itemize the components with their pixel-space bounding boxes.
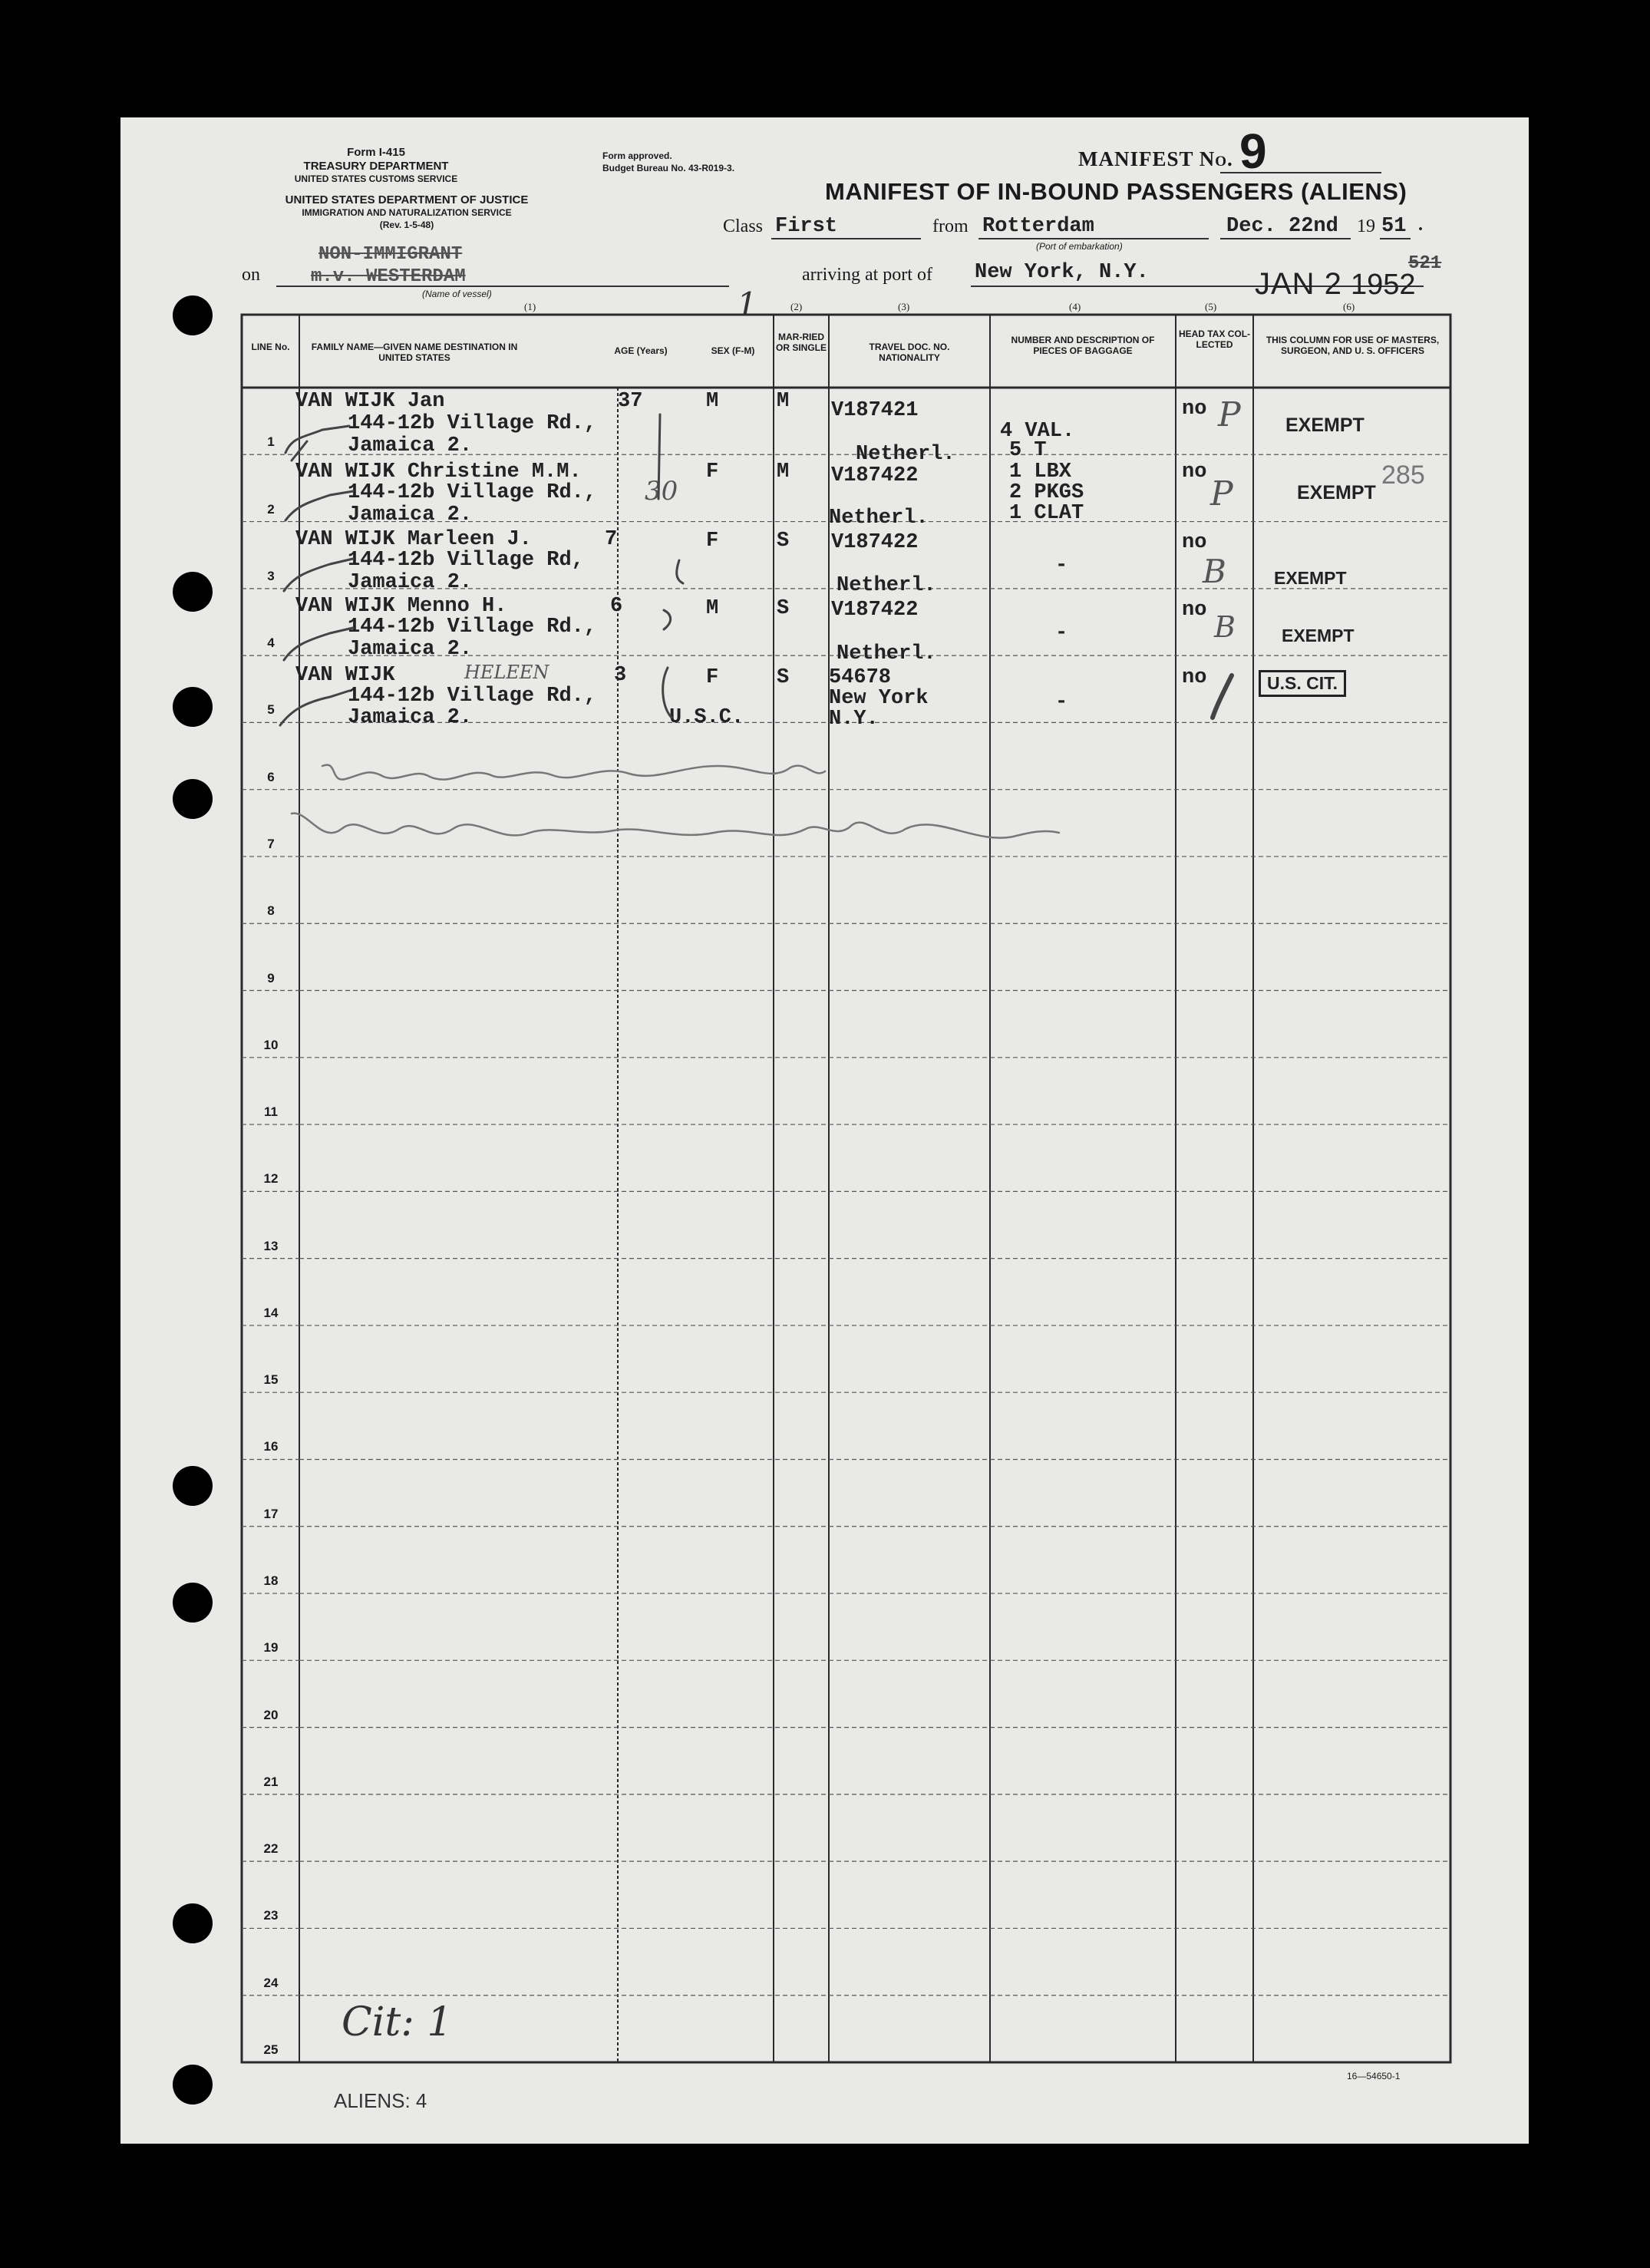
line-number: 14 bbox=[263, 1305, 279, 1320]
line-number: 16 bbox=[263, 1439, 279, 1454]
line-number: 6 bbox=[267, 769, 275, 784]
passenger-marital: S bbox=[777, 666, 790, 689]
officer-stamp: U.S. CIT. bbox=[1267, 673, 1338, 693]
line-number: 23 bbox=[263, 1908, 279, 1923]
passenger-nationality: Netherl. bbox=[829, 507, 929, 530]
passenger-city: Jamaica 2. bbox=[348, 571, 473, 594]
passenger-address: 144-12b Village Rd., bbox=[348, 481, 597, 504]
ink-mark bbox=[1213, 675, 1232, 718]
line-number: 8 bbox=[267, 903, 275, 919]
column-number: (3) bbox=[898, 301, 910, 312]
passenger-city: Jamaica 2. bbox=[348, 638, 473, 661]
passenger-city: Jamaica 2. bbox=[348, 503, 473, 527]
passenger-citizen-note: U.S.C. bbox=[669, 706, 744, 729]
port-embark-caption: (Port of embarkation) bbox=[1036, 241, 1123, 252]
line-number: 15 bbox=[263, 1372, 279, 1388]
line-number: 5 bbox=[267, 702, 275, 718]
passenger-given-name-hand: HELEEN bbox=[464, 662, 549, 683]
line-number: 21 bbox=[263, 1774, 279, 1789]
line-number: 13 bbox=[263, 1238, 279, 1253]
baggage-line: 5 T bbox=[1009, 439, 1047, 462]
page-title: MANIFEST OF IN-BOUND PASSENGERS (ALIENS) bbox=[825, 178, 1407, 205]
passenger-doc: V187422 bbox=[831, 599, 919, 622]
baggage-line: - bbox=[1055, 622, 1068, 645]
doj-label: UNITED STATES DEPARTMENT OF JUSTICE bbox=[285, 193, 529, 206]
passenger-age: 30 bbox=[645, 476, 678, 507]
line-number: 4 bbox=[267, 636, 275, 651]
footer-code: 16—54650-1 bbox=[1347, 2071, 1401, 2081]
head-tax: no bbox=[1182, 599, 1207, 622]
form-number: Form I-415 bbox=[347, 146, 405, 159]
line-number: 10 bbox=[263, 1037, 279, 1052]
arrival-date-stamp: JAN 2 bbox=[1255, 267, 1342, 301]
aliens-count-note: ALIENS: 4 bbox=[334, 2089, 427, 2112]
check-mark-icon bbox=[284, 559, 353, 591]
col-header-line: LINE No. bbox=[251, 342, 290, 352]
customs-label: UNITED STATES CUSTOMS SERVICE bbox=[294, 173, 458, 184]
baggage-line: 1 CLAT bbox=[1009, 502, 1084, 525]
passenger-nationality-state: N.Y. bbox=[829, 708, 879, 731]
passenger-marital: M bbox=[777, 390, 790, 413]
line-number: 11 bbox=[264, 1104, 278, 1120]
passenger-doc: V187422 bbox=[831, 464, 919, 487]
passenger-nationality: New York bbox=[829, 687, 929, 710]
head-tax: no bbox=[1182, 398, 1207, 421]
baggage-line: 4 VAL. bbox=[1000, 420, 1075, 443]
col-header-baggage: NUMBER AND DESCRIPTION OF PIECES OF BAGGAGE bbox=[1011, 335, 1155, 356]
arrival-year-struck: 521 bbox=[1408, 253, 1442, 274]
citizen-count-note: Cit: 1 bbox=[342, 1999, 453, 2045]
year-prefix: 19 bbox=[1357, 216, 1375, 236]
arrival-year-stamp: 1952 bbox=[1351, 269, 1416, 301]
from-value: Rotterdam bbox=[982, 215, 1094, 238]
line-number: 9 bbox=[267, 970, 275, 985]
officer-stamp: EXEMPT bbox=[1285, 414, 1365, 436]
age-mark bbox=[677, 560, 683, 583]
vessel-name: m.v. WESTERDAM bbox=[311, 266, 466, 287]
passenger-sex: M bbox=[706, 597, 719, 620]
head-tax-mark: B bbox=[1203, 553, 1226, 590]
passenger-age: 6 bbox=[610, 595, 623, 618]
passenger-name: VAN WIJK Jan bbox=[295, 390, 445, 413]
passenger-doc: 54678 bbox=[829, 666, 892, 689]
approved-label: Form approved. bbox=[602, 150, 672, 161]
passenger-age: 37 bbox=[618, 390, 643, 413]
officer-stamp: EXEMPT bbox=[1297, 482, 1376, 503]
head-tax-mark: P bbox=[1210, 474, 1233, 513]
column-number: (6) bbox=[1343, 301, 1355, 312]
check-mark-icon bbox=[292, 441, 307, 461]
passenger-sex: M bbox=[706, 390, 719, 413]
line-number: 2 bbox=[267, 501, 275, 517]
passenger-doc: V187422 bbox=[831, 531, 919, 554]
check-mark-icon bbox=[280, 691, 349, 725]
line-number: 7 bbox=[267, 836, 275, 851]
passenger-marital: M bbox=[777, 461, 790, 484]
passenger-nationality: Netherl. bbox=[837, 642, 936, 665]
treasury-label: TREASURY DEPARTMENT bbox=[303, 160, 449, 173]
vessel-caption: (Name of vessel) bbox=[422, 289, 492, 299]
line-number: 12 bbox=[263, 1171, 279, 1187]
passenger-name: VAN WIJK Marleen J. bbox=[295, 528, 532, 551]
check-mark-icon bbox=[285, 426, 349, 453]
line-number: 17 bbox=[263, 1506, 279, 1521]
head-tax: no bbox=[1182, 461, 1207, 484]
year-value: 51 bbox=[1381, 215, 1407, 238]
arrival-port: New York, N.Y. bbox=[975, 261, 1149, 284]
passenger-marital: S bbox=[777, 597, 790, 620]
hand-mark: 1 bbox=[737, 286, 757, 323]
budget-label: Budget Bureau No. 43-R019-3. bbox=[602, 163, 735, 173]
class-value: First bbox=[775, 215, 838, 238]
ins-label: IMMIGRATION AND NATURALIZATION SERVICE bbox=[302, 207, 512, 218]
line-number: 20 bbox=[263, 1707, 279, 1722]
baggage-line: - bbox=[1055, 691, 1068, 714]
stamp-number: 285 bbox=[1381, 461, 1425, 490]
head-tax: no bbox=[1182, 531, 1207, 554]
col-header-headtax: HEAD TAX COL-LECTED bbox=[1178, 328, 1251, 350]
manifest-number-label: MANIFEST No. bbox=[1078, 147, 1233, 170]
col-header-officers: THIS COLUMN FOR USE OF MASTERS, SURGEON, AND U. S. OFFICERS bbox=[1266, 335, 1440, 356]
passenger-sex: F bbox=[706, 666, 719, 689]
line-number: 19 bbox=[263, 1640, 279, 1656]
line-number: 25 bbox=[263, 2042, 279, 2057]
passenger-sex: F bbox=[706, 530, 719, 553]
col-header-name: FAMILY NAME—GIVEN NAME DESTINATION IN UNITED STATES bbox=[311, 342, 518, 363]
date-value: Dec. 22nd bbox=[1226, 215, 1338, 238]
head-tax: no bbox=[1182, 666, 1207, 689]
signature-line-6 bbox=[322, 765, 825, 780]
class-label: Class bbox=[723, 216, 764, 236]
passenger-name: VAN WIJK bbox=[295, 664, 395, 687]
passenger-name: VAN WIJK Christine M.M. bbox=[295, 461, 582, 484]
passenger-city: Jamaica 2. bbox=[348, 706, 473, 729]
baggage-line: 1 LBX bbox=[1009, 461, 1072, 484]
passenger-doc: V187421 bbox=[831, 399, 919, 422]
col-header-travel: TRAVEL DOC. NO. NATIONALITY bbox=[869, 342, 950, 363]
line-number: 18 bbox=[263, 1573, 279, 1589]
column-number: (2) bbox=[790, 301, 803, 312]
head-tax-mark: B bbox=[1214, 610, 1236, 644]
from-label: from bbox=[932, 216, 969, 236]
age-mark bbox=[658, 414, 660, 499]
passenger-age: 7 bbox=[605, 528, 618, 551]
check-mark-icon bbox=[285, 491, 353, 520]
passenger-age: 3 bbox=[614, 664, 627, 687]
line-number: 1 bbox=[267, 434, 275, 450]
passenger-sex: F bbox=[706, 461, 719, 484]
passenger-nationality: Netherl. bbox=[837, 574, 936, 597]
column-number: (5) bbox=[1205, 301, 1217, 312]
col-header-sex: SEX (F-M) bbox=[711, 345, 755, 356]
passenger-address: 144-12b Village Rd, bbox=[348, 549, 584, 572]
passenger-marital: S bbox=[777, 530, 790, 553]
col-header-married: MAR-RIED OR SINGLE bbox=[775, 332, 827, 353]
column-number: (4) bbox=[1069, 301, 1081, 312]
year-period: . bbox=[1418, 215, 1423, 235]
line-number: 22 bbox=[263, 1841, 279, 1857]
check-mark-icon bbox=[284, 628, 353, 660]
line-number: 24 bbox=[263, 1975, 279, 1990]
signature-line-7 bbox=[292, 814, 1059, 838]
on-label: on bbox=[242, 265, 260, 285]
column-number: (1) bbox=[524, 301, 536, 312]
baggage-line: - bbox=[1055, 554, 1068, 577]
passenger-city: Jamaica 2. bbox=[348, 434, 473, 457]
passenger-nationality: Netherl. bbox=[856, 443, 955, 466]
age-mark bbox=[663, 668, 672, 718]
passenger-address: 144-12b Village Rd., bbox=[348, 412, 597, 435]
passenger-name: VAN WIJK Menno H. bbox=[295, 595, 507, 618]
arriving-label: arriving at port of bbox=[802, 265, 932, 285]
officer-stamp: EXEMPT bbox=[1274, 568, 1347, 588]
baggage-line: 2 PKGS bbox=[1009, 481, 1084, 504]
passenger-address: 144-12b Village Rd., bbox=[348, 685, 597, 708]
manifest-number: 9 bbox=[1239, 124, 1267, 179]
officer-stamp: EXEMPT bbox=[1282, 626, 1355, 645]
head-tax-mark: P bbox=[1218, 395, 1241, 434]
status-value: NON-IMMIGRANT bbox=[318, 244, 463, 265]
line-number: 3 bbox=[267, 568, 275, 583]
age-mark bbox=[664, 610, 671, 629]
rev-label: (Rev. 1-5-48) bbox=[379, 220, 434, 230]
passenger-address: 144-12b Village Rd., bbox=[348, 616, 597, 639]
col-header-age: AGE (Years) bbox=[614, 345, 668, 356]
